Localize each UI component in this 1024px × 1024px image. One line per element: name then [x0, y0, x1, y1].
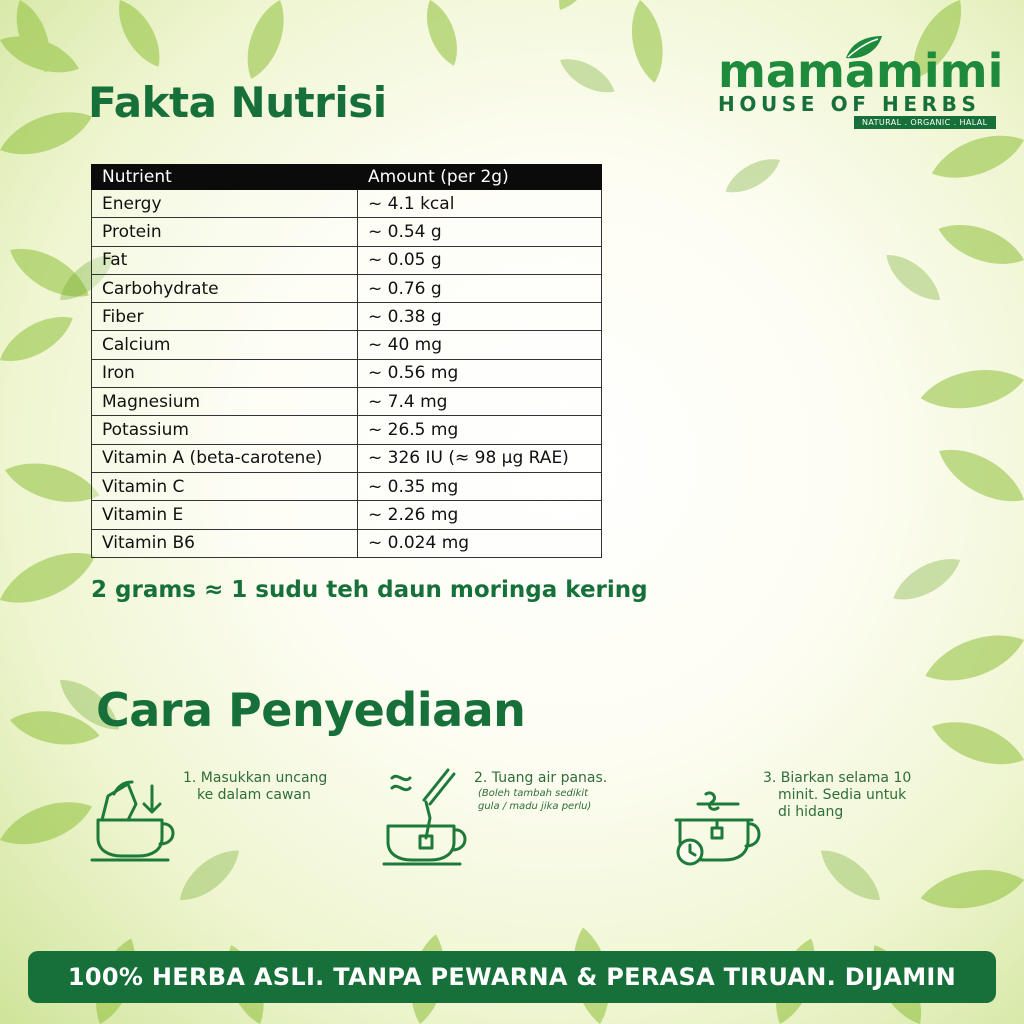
nutrient-cell: Vitamin E	[92, 501, 358, 529]
step-1-line-2: ke dalam cawan	[197, 787, 311, 803]
step-1-line-1: 1. Masukkan uncang	[183, 770, 328, 786]
amount-cell: ~ 0.35 mg	[358, 472, 602, 500]
table-row	[92, 274, 602, 302]
table-row	[92, 218, 602, 246]
nutrient-cell: Carbohydrate	[92, 274, 358, 302]
step-3-line-2: minit. Sedia untuk	[778, 787, 907, 803]
nutrient-cell: Calcium	[92, 331, 358, 359]
table-row	[92, 303, 602, 331]
step-3-text	[763, 770, 911, 821]
step-2-text	[474, 770, 607, 813]
teabag-into-cup-icon	[88, 768, 180, 864]
nutrition-table	[91, 164, 602, 558]
column-header-nutrient: Nutrient	[92, 165, 358, 190]
nutrient-cell: Fiber	[92, 303, 358, 331]
step-2-note-1: (Boleh tambah sedikit	[478, 788, 589, 799]
amount-cell: ~ 0.024 mg	[358, 529, 602, 557]
nutrient-cell: Potassium	[92, 416, 358, 444]
amount-cell: ~ 0.05 g	[358, 246, 602, 274]
pour-hot-water-icon	[378, 764, 472, 866]
table-header-row	[92, 165, 602, 190]
brand-subtitle: HOUSE OF HERBS	[718, 92, 981, 116]
table-row	[92, 472, 602, 500]
nutrient-cell: Fat	[92, 246, 358, 274]
amount-cell: ~ 4.1 kcal	[358, 190, 602, 218]
amount-cell: ~ 0.54 g	[358, 218, 602, 246]
step-2-line-1: 2. Tuang air panas.	[474, 770, 608, 786]
table-row	[92, 331, 602, 359]
amount-cell: ~ 2.26 mg	[358, 501, 602, 529]
nutrient-cell: Magnesium	[92, 388, 358, 416]
amount-cell: ~ 0.76 g	[358, 274, 602, 302]
amount-cell: ~ 0.38 g	[358, 303, 602, 331]
table-row	[92, 444, 602, 472]
amount-cell: ~ 40 mg	[358, 331, 602, 359]
nutrition-title: Fakta Nutrisi	[88, 78, 387, 127]
amount-cell: ~ 26.5 mg	[358, 416, 602, 444]
amount-cell: ~ 326 IU (≈ 98 µg RAE)	[358, 444, 602, 472]
serving-note: 2 grams ≈ 1 sudu teh daun moringa kering	[91, 577, 648, 603]
amount-cell: ~ 7.4 mg	[358, 388, 602, 416]
nutrient-cell: Energy	[92, 190, 358, 218]
brand-tagline: NATURAL . ORGANIC . HALAL	[854, 116, 996, 129]
table-row	[92, 529, 602, 557]
nutrient-cell: Iron	[92, 359, 358, 387]
step-2-note-2: gula / madu jika perlu)	[478, 801, 592, 812]
preparation-title: Cara Penyediaan	[96, 683, 526, 737]
table-row	[92, 388, 602, 416]
amount-cell: ~ 0.56 mg	[358, 359, 602, 387]
table-row	[92, 190, 602, 218]
step-3-line-1: 3. Biarkan selama 10	[763, 770, 912, 786]
nutrient-cell: Vitamin C	[92, 472, 358, 500]
step-3-line-3: di hidang	[778, 804, 844, 820]
guarantee-banner: 100% HERBA ASLI. TANPA PEWARNA & PERASA TIRUAN. DIJAMIN	[28, 951, 996, 1003]
brand-name: mamamimi	[718, 44, 1004, 98]
table-row	[92, 359, 602, 387]
steep-timer-icon	[672, 790, 764, 872]
nutrient-cell: Vitamin B6	[92, 529, 358, 557]
nutrient-cell: Vitamin A (beta-carotene)	[92, 444, 358, 472]
brand-logo	[714, 44, 1014, 130]
step-1-text	[183, 770, 327, 804]
table-row	[92, 501, 602, 529]
nutrient-cell: Protein	[92, 218, 358, 246]
table-row	[92, 416, 602, 444]
table-row	[92, 246, 602, 274]
column-header-amount: Amount (per 2g)	[358, 165, 602, 190]
